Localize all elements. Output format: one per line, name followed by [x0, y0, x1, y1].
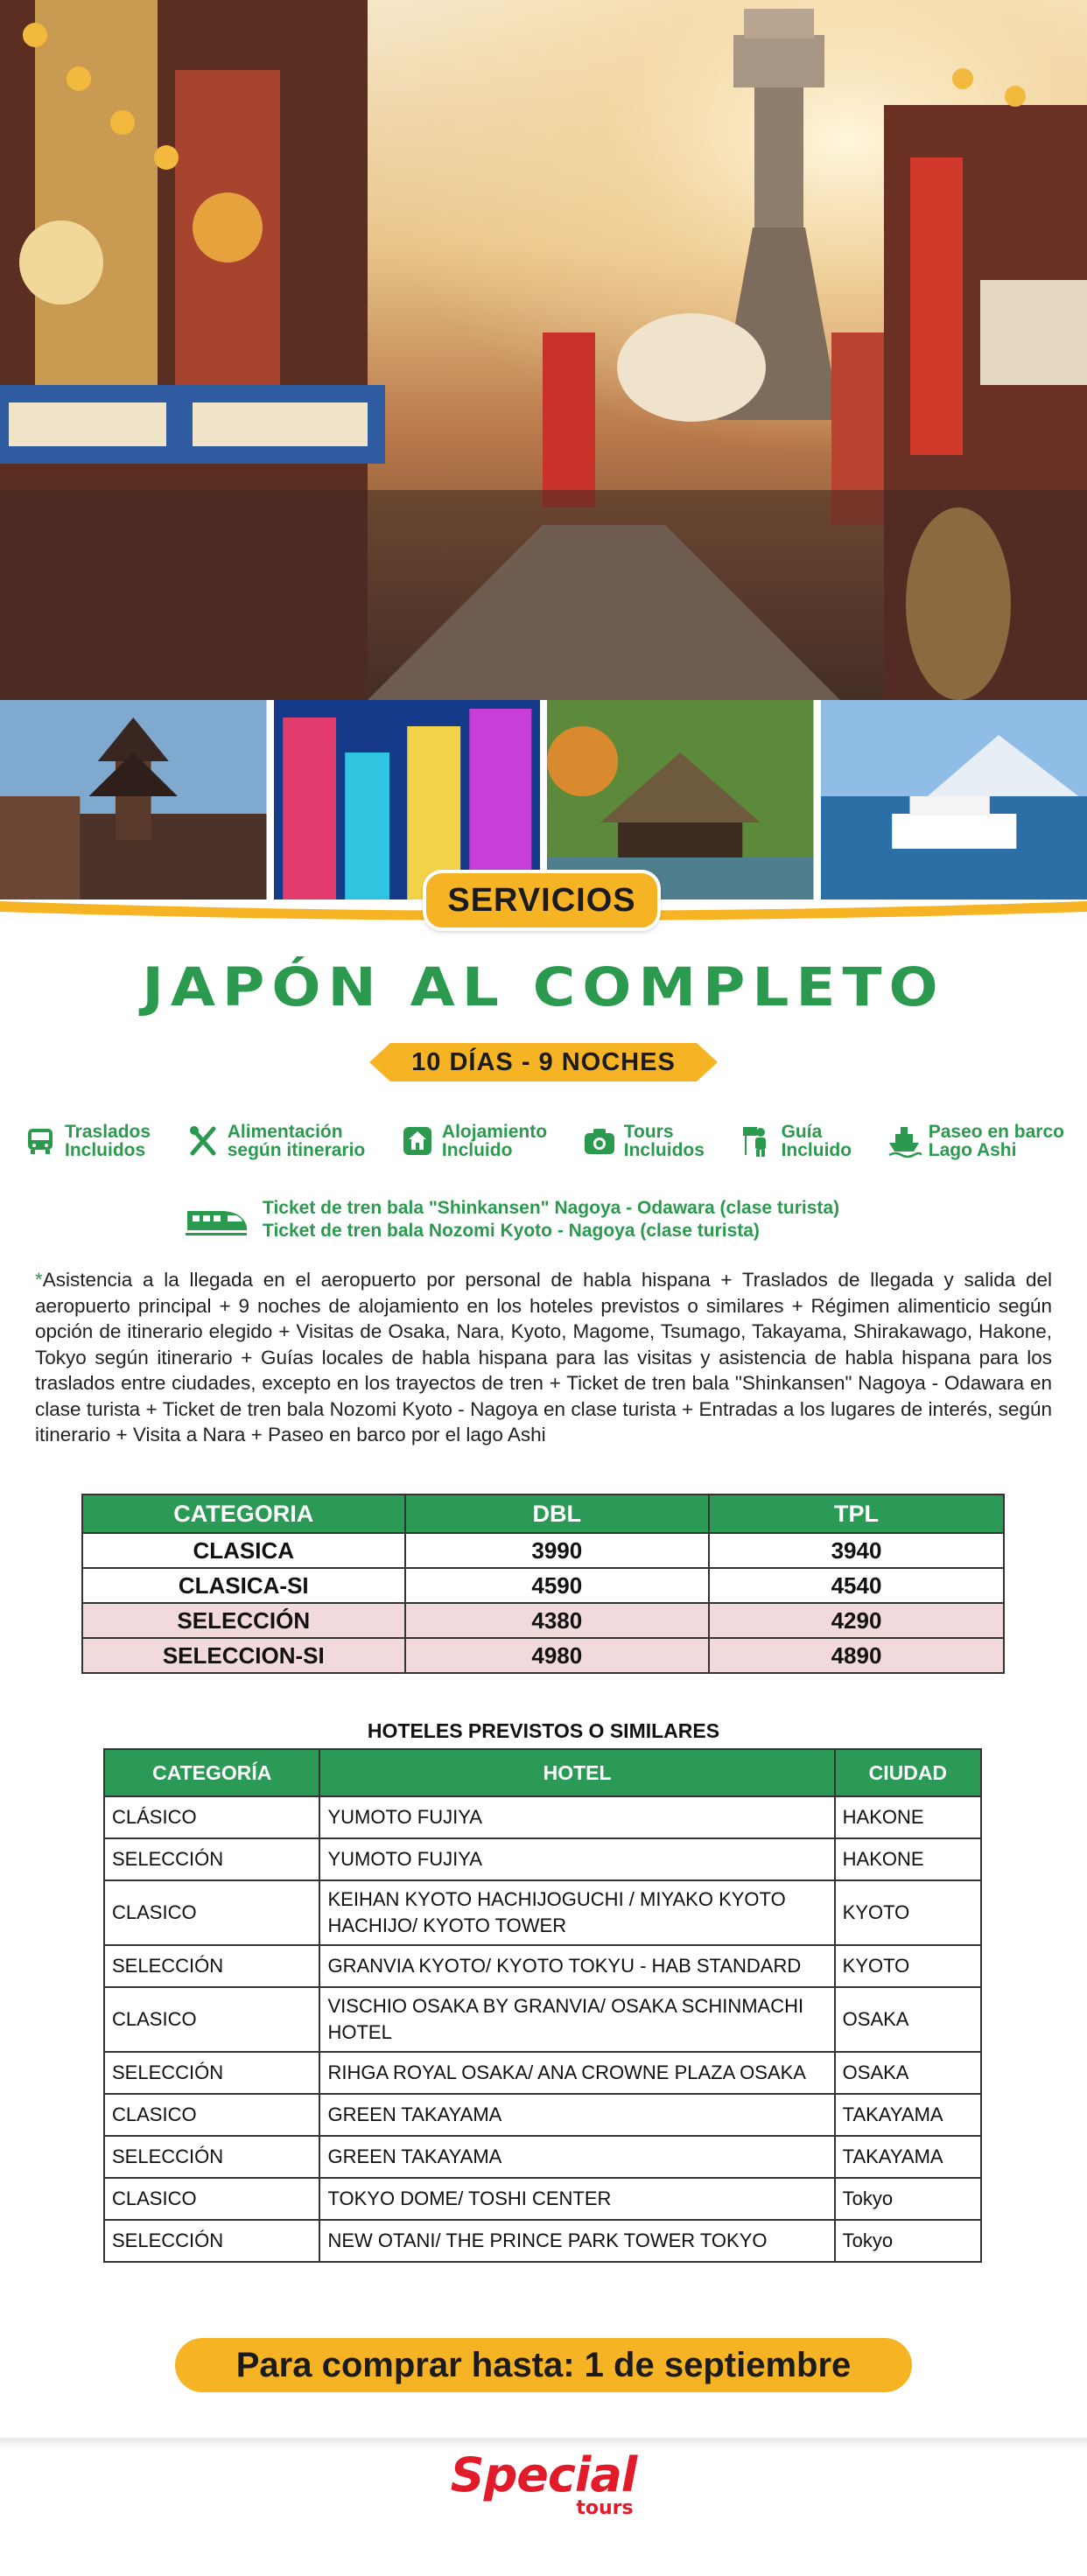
lake-ashi-boat-photo [821, 700, 1087, 900]
service-line1: Tours [623, 1122, 674, 1142]
price-row [82, 1603, 1004, 1638]
hotel-name: KEIHAN KYOTO HACHIJOGUCHI / MIYAKO KYOTO HACHIJO/ KYOTO TOWER [319, 1880, 834, 1945]
duration-badge [369, 1040, 718, 1085]
house-icon [400, 1124, 435, 1158]
hotel-name: NEW OTANI/ THE PRINCE PARK TOWER TOKYO [319, 2220, 834, 2262]
purchase-deadline-banner: Para comprar hasta: 1 de septiembre [175, 2338, 912, 2392]
hotel-row [104, 2136, 981, 2178]
price-category: SELECCIÓN [82, 1603, 405, 1638]
service-line2: Incluido [441, 1140, 513, 1160]
train-line-2: Ticket de tren bala Nozomi Kyoto - Nagoya (clase turista) [263, 1221, 760, 1241]
hotel-row [104, 1796, 981, 1838]
price-header-categoria: CATEGORIA [82, 1494, 405, 1533]
hotel-name: GREEN TAKAYAMA [319, 2094, 834, 2136]
price-dbl: 3990 [405, 1533, 709, 1568]
service-guia [740, 1118, 852, 1164]
price-category: SELECCION-SI [82, 1638, 405, 1673]
hotel-name: RIHGA ROYAL OSAKA/ ANA CROWNE PLAZA OSAKA [319, 2052, 834, 2094]
servicios-badge: SERVICIOS [423, 870, 661, 931]
hotel-city: HAKONE [835, 1838, 981, 1880]
hotels-table [103, 1748, 982, 2263]
guide-icon [740, 1124, 775, 1158]
service-line2: según itinerario [227, 1140, 366, 1160]
hotel-name: VISCHIO OSAKA BY GRANVIA/ OSAKA SCHINMACHI HOTEL [319, 1987, 834, 2052]
hotel-category: CLASICO [104, 1880, 319, 1945]
service-tours [582, 1118, 705, 1164]
price-tpl: 4890 [709, 1638, 1004, 1673]
bullet-train-icon [184, 1202, 249, 1237]
price-category: CLASICA [82, 1533, 405, 1568]
service-line1: Paseo en barco [928, 1122, 1064, 1142]
price-header-dbl: DBL [405, 1494, 709, 1533]
hotel-row [104, 1945, 981, 1987]
hotel-category: SELECCIÓN [104, 2220, 319, 2262]
price-dbl: 4380 [405, 1603, 709, 1638]
description-star: * [35, 1269, 43, 1291]
duration-label: 10 DÍAS - 9 NOCHES [411, 1047, 676, 1076]
hotels-title: HOTELES PREVISTOS O SIMILARES [367, 1719, 720, 1742]
hero-photo [0, 0, 1087, 700]
hotel-row [104, 2094, 981, 2136]
kyoto-pagoda-photo [0, 700, 267, 900]
service-line2: Incluido [781, 1140, 852, 1160]
price-dbl: 4590 [405, 1568, 709, 1603]
hotel-city: KYOTO [835, 1945, 981, 1987]
hotel-name: GREEN TAKAYAMA [319, 2136, 834, 2178]
service-barco [887, 1118, 1064, 1164]
service-line1: Alimentación [227, 1122, 343, 1142]
hotel-category: CLASICO [104, 2178, 319, 2220]
ship-icon [887, 1124, 922, 1158]
price-tpl: 4540 [709, 1568, 1004, 1603]
price-header-tpl: TPL [709, 1494, 1004, 1533]
brand-name: Special [450, 2447, 637, 2502]
hotel-row [104, 2052, 981, 2094]
hotel-name: GRANVIA KYOTO/ KYOTO TOKYU - HAB STANDARD [319, 1945, 834, 1987]
brand-sub: tours [576, 2497, 634, 2519]
hotel-name: TOKYO DOME/ TOSHI CENTER [319, 2178, 834, 2220]
service-alojamiento [400, 1118, 547, 1164]
description-text: Asistencia a la llegada en el aeropuerto por personal de habla hispana + Traslados de llegada y salida del aeropuerto principal + 9 noches de alojamiento en los hoteles previstos o similares + Régimen alimenticio según opción de itinerario elegido + Visitas de Osaka, Nara, Kyoto, Magome, Tsumago, Takayama, Shirakawago, Hakone, Tokyo según itinerario + Guías locales de habla hispana para las visitas y asistencia de habla hispana para los traslados entre ciudades, excepto en los trayectos de tren + Ticket de tren bala "Shinkansen" Nagoya - Odawara en clase turista + Ticket de tren bala Nozomi Kyoto - Nagoya en clase turista + Entradas a los lugares de interés, según itinerario + Visita a Nara + Paseo en barco por el lago Ashi [35, 1269, 1052, 1446]
service-alimentacion [186, 1118, 366, 1164]
hotel-row [104, 2220, 981, 2262]
hotel-name: YUMOTO FUJIYA [319, 1796, 834, 1838]
price-row [82, 1568, 1004, 1603]
price-row [82, 1533, 1004, 1568]
price-row [82, 1638, 1004, 1673]
hotel-city: Tokyo [835, 2220, 981, 2262]
hotel-city: OSAKA [835, 1987, 981, 2052]
price-dbl: 4980 [405, 1638, 709, 1673]
hotel-name: YUMOTO FUJIYA [319, 1838, 834, 1880]
hotels-header-ciudad: CIUDAD [835, 1749, 981, 1796]
hotel-category: CLASICO [104, 2094, 319, 2136]
hotels-header-categoria: CATEGORÍA [104, 1749, 319, 1796]
special-tours-logo [0, 2447, 1087, 2519]
hotel-category: SELECCIÓN [104, 1838, 319, 1880]
hotel-city: OSAKA [835, 2052, 981, 2094]
price-tpl: 4290 [709, 1603, 1004, 1638]
hotel-category: CLÁSICO [104, 1796, 319, 1838]
hotel-city: TAKAYAMA [835, 2136, 981, 2178]
service-line2: Lago Ashi [928, 1140, 1017, 1160]
hotel-city: HAKONE [835, 1796, 981, 1838]
service-line2: Incluidos [65, 1140, 146, 1160]
hotel-row [104, 1880, 981, 1945]
service-traslados [23, 1118, 151, 1164]
cutlery-icon [186, 1124, 221, 1158]
service-line1: Alojamiento [441, 1122, 548, 1142]
services-row [23, 1118, 1064, 1164]
service-line1: Traslados [65, 1122, 151, 1142]
hotel-category: SELECCIÓN [104, 1945, 319, 1987]
price-table [81, 1494, 1005, 1674]
price-tpl: 3940 [709, 1533, 1004, 1568]
service-line1: Guía [781, 1122, 823, 1142]
train-tickets [184, 1195, 971, 1244]
hotel-category: SELECCIÓN [104, 2052, 319, 2094]
hotel-city: TAKAYAMA [835, 2094, 981, 2136]
hotel-row [104, 1838, 981, 1880]
hotel-row [104, 2178, 981, 2220]
hotel-category: CLASICO [104, 1987, 319, 2052]
included-description [35, 1267, 1052, 1448]
hotel-city: KYOTO [835, 1880, 981, 1945]
hotel-category: SELECCIÓN [104, 2136, 319, 2178]
hotel-city: Tokyo [835, 2178, 981, 2220]
price-header-row [82, 1494, 1004, 1533]
bus-icon [23, 1124, 58, 1158]
camera-icon [582, 1124, 617, 1158]
train-line-1: Ticket de tren bala "Shinkansen" Nagoya - Odawara (clase turista) [263, 1198, 840, 1218]
hotels-header-hotel: HOTEL [319, 1749, 834, 1796]
hotel-row [104, 1987, 981, 2052]
service-line2: Incluidos [623, 1140, 705, 1160]
hotels-header-row [104, 1749, 981, 1796]
price-category: CLASICA-SI [82, 1568, 405, 1603]
page-title: JAPÓN AL COMPLETO [142, 956, 945, 1018]
